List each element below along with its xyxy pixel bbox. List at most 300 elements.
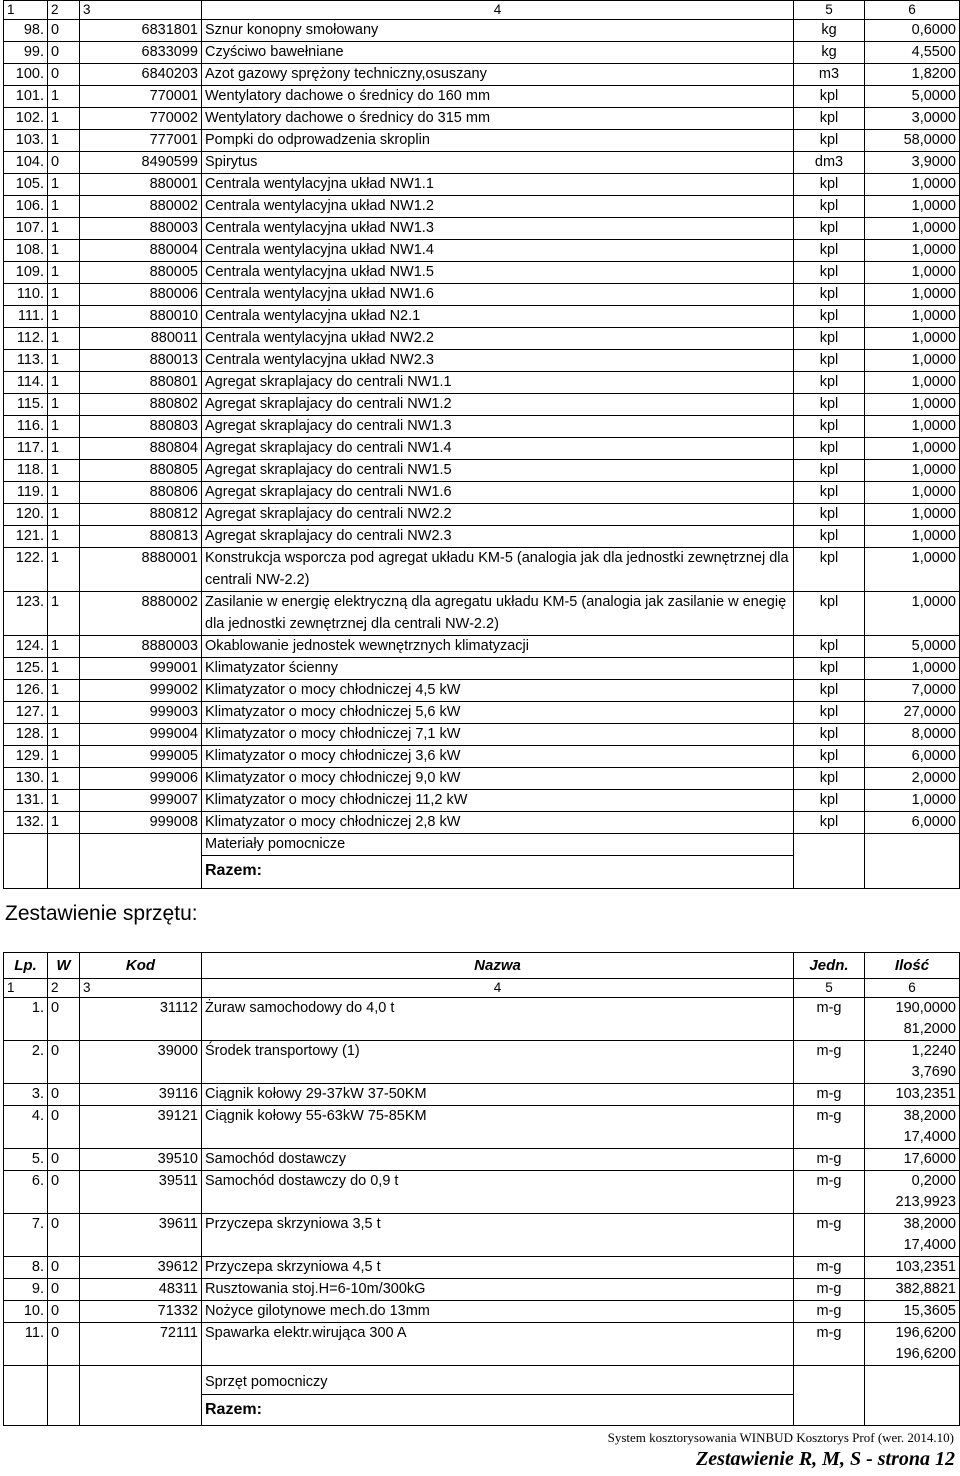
table-row: [4, 998, 960, 1041]
cell-kod: 39511: [80, 1171, 202, 1214]
cell-jedn: kpl: [794, 746, 865, 768]
empty-cell: [80, 856, 202, 889]
cell-jedn: kpl: [794, 306, 865, 328]
table-row: [4, 328, 960, 350]
cell-kod: 880805: [80, 460, 202, 482]
empty-cell: [865, 856, 960, 889]
cell-ilosc: 6,0000: [865, 812, 960, 834]
cell-nazwa: Zasilanie w energię elektryczną dla agregatu układu KM-5 (analogia jak zasilanie w enegię dla jednostki zewnętrznej dla centrali NW-2.2): [202, 592, 794, 636]
cell-w: 0: [48, 1279, 80, 1301]
cell-w: 0: [48, 998, 80, 1041]
cell-ilosc: 1,0000: [865, 262, 960, 284]
table-row: [4, 1041, 960, 1084]
cell-w: 1: [48, 218, 80, 240]
empty-cell: [4, 834, 48, 856]
quantity-value: 0,2000: [911, 1173, 956, 1189]
cell-jedn: kpl: [794, 262, 865, 284]
quantity-value: 1,2240: [911, 1043, 956, 1059]
cell-lp: 7.: [4, 1214, 48, 1257]
cell-w: 1: [48, 746, 80, 768]
cell-kod: 777001: [80, 130, 202, 152]
table-row: [4, 790, 960, 812]
column-number: 1: [4, 979, 48, 998]
cell-lp: 127.: [4, 702, 48, 724]
cell-nazwa: Przyczepa skrzyniowa 3,5 t: [202, 1214, 794, 1257]
empty-cell: [794, 1366, 865, 1395]
cell-ilosc: 8,0000: [865, 724, 960, 746]
cell-lp: 99.: [4, 42, 48, 64]
cell-lp: 2.: [4, 1041, 48, 1084]
cell-ilosc: [865, 1323, 960, 1366]
cell-w: 1: [48, 790, 80, 812]
table-row: [4, 416, 960, 438]
empty-cell: [80, 834, 202, 856]
table-row: [4, 592, 960, 636]
column-numbers-row: [4, 1, 960, 20]
cell-nazwa: Konstrukcja wsporcza pod agregat układu KM-5 (analogia jak dla jednostki zewnętrznej dla centrali NW-2.2): [202, 548, 794, 592]
cell-nazwa: Agregat skraplajacy do centrali NW1.3: [202, 416, 794, 438]
cell-ilosc: [865, 1301, 960, 1323]
cell-w: 1: [48, 284, 80, 306]
cell-lp: 118.: [4, 460, 48, 482]
column-number: 1: [4, 1, 48, 20]
cell-lp: 126.: [4, 680, 48, 702]
cell-jedn: kpl: [794, 702, 865, 724]
quantity-value: 15,3605: [903, 1303, 956, 1319]
cell-w: 1: [48, 372, 80, 394]
cell-jedn: kpl: [794, 174, 865, 196]
table-row: [4, 1301, 960, 1323]
cell-kod: 999003: [80, 702, 202, 724]
cell-ilosc: [865, 1084, 960, 1106]
cell-ilosc: 0,6000: [865, 20, 960, 42]
cell-kod: 39121: [80, 1106, 202, 1149]
cell-kod: 880813: [80, 526, 202, 548]
cell-kod: 880005: [80, 262, 202, 284]
cell-nazwa: Klimatyzator o mocy chłodniczej 2,8 kW: [202, 812, 794, 834]
cell-lp: 3.: [4, 1084, 48, 1106]
cell-w: 0: [48, 1041, 80, 1084]
header-ilosc: Ilość: [865, 953, 960, 979]
table-row: [4, 350, 960, 372]
cell-ilosc: 1,0000: [865, 790, 960, 812]
table-row: [4, 108, 960, 130]
column-numbers-row: [4, 979, 960, 998]
cell-nazwa: Agregat skraplajacy do centrali NW1.5: [202, 460, 794, 482]
cell-lp: 122.: [4, 548, 48, 592]
cell-jedn: kpl: [794, 504, 865, 526]
cell-ilosc: 1,0000: [865, 284, 960, 306]
cell-kod: 8880001: [80, 548, 202, 592]
equipment-aux-label: Sprzęt pomocniczy: [202, 1366, 794, 1395]
cell-w: 1: [48, 196, 80, 218]
cell-lp: 113.: [4, 350, 48, 372]
cell-w: 1: [48, 702, 80, 724]
cell-w: 0: [48, 64, 80, 86]
cell-nazwa: Żuraw samochodowy do 4,0 t: [202, 998, 794, 1041]
cell-lp: 102.: [4, 108, 48, 130]
cell-nazwa: Klimatyzator o mocy chłodniczej 11,2 kW: [202, 790, 794, 812]
table-row: [4, 1149, 960, 1171]
cell-ilosc: 1,0000: [865, 504, 960, 526]
cell-kod: 8880002: [80, 592, 202, 636]
cell-ilosc: 5,0000: [865, 86, 960, 108]
table-row: [4, 174, 960, 196]
table-row: [4, 680, 960, 702]
table-row: [4, 306, 960, 328]
empty-cell: [794, 856, 865, 889]
materials-table-body: [4, 1, 960, 889]
cell-jedn: kpl: [794, 240, 865, 262]
cell-ilosc: 1,0000: [865, 218, 960, 240]
cell-kod: 880006: [80, 284, 202, 306]
cell-ilosc: 1,8200: [865, 64, 960, 86]
cell-lp: 98.: [4, 20, 48, 42]
cell-lp: 4.: [4, 1106, 48, 1149]
table-row: [4, 1084, 960, 1106]
quantity-value: 103,2351: [895, 1259, 956, 1275]
cell-jedn: kpl: [794, 372, 865, 394]
cell-kod: 39000: [80, 1041, 202, 1084]
cell-w: 1: [48, 460, 80, 482]
cell-jedn: kpl: [794, 284, 865, 306]
table-row: [4, 284, 960, 306]
quantity-value-secondary: 196,6200: [895, 1346, 956, 1362]
cell-nazwa: Klimatyzator o mocy chłodniczej 4,5 kW: [202, 680, 794, 702]
cell-kod: 72111: [80, 1323, 202, 1366]
empty-cell: [80, 1366, 202, 1395]
cell-lp: 116.: [4, 416, 48, 438]
cell-w: 1: [48, 174, 80, 196]
cell-lp: 114.: [4, 372, 48, 394]
cell-lp: 100.: [4, 64, 48, 86]
cell-nazwa: Samochód dostawczy do 0,9 t: [202, 1171, 794, 1214]
cell-lp: 9.: [4, 1279, 48, 1301]
cell-ilosc: 1,0000: [865, 196, 960, 218]
cell-jedn: kpl: [794, 482, 865, 504]
cell-nazwa: Sznur konopny smołowany: [202, 20, 794, 42]
cell-ilosc: 1,0000: [865, 372, 960, 394]
cell-w: 0: [48, 20, 80, 42]
equipment-total-row: [4, 1395, 960, 1426]
cell-nazwa: Centrala wentylacyjna układ NW2.2: [202, 328, 794, 350]
cell-kod: 39510: [80, 1149, 202, 1171]
cell-jedn: m-g: [794, 1149, 865, 1171]
cell-nazwa: Wentylatory dachowe o średnicy do 315 mm: [202, 108, 794, 130]
table-row: [4, 196, 960, 218]
cell-ilosc: [865, 1279, 960, 1301]
table-row: [4, 658, 960, 680]
quantity-value: 38,2000: [903, 1216, 956, 1232]
cell-lp: 112.: [4, 328, 48, 350]
table-row: [4, 394, 960, 416]
cell-jedn: m-g: [794, 1041, 865, 1084]
cell-kod: 880806: [80, 482, 202, 504]
cell-jedn: kpl: [794, 812, 865, 834]
header-nazwa: Nazwa: [202, 953, 794, 979]
cell-w: 0: [48, 1301, 80, 1323]
cell-lp: 131.: [4, 790, 48, 812]
cell-ilosc: 3,0000: [865, 108, 960, 130]
empty-cell: [794, 1395, 865, 1426]
cell-ilosc: 1,0000: [865, 482, 960, 504]
cell-ilosc: [865, 1257, 960, 1279]
cell-kod: 880802: [80, 394, 202, 416]
cell-kod: 71332: [80, 1301, 202, 1323]
cell-nazwa: Nożyce gilotynowe mech.do 13mm: [202, 1301, 794, 1323]
table-row: [4, 636, 960, 658]
cell-kod: 880004: [80, 240, 202, 262]
quantity-value-secondary: 81,2000: [903, 1021, 956, 1037]
table-row: [4, 746, 960, 768]
cell-ilosc: 1,0000: [865, 526, 960, 548]
cell-w: 1: [48, 680, 80, 702]
cell-nazwa: Agregat skraplajacy do centrali NW1.6: [202, 482, 794, 504]
cell-ilosc: [865, 1106, 960, 1149]
cell-w: 0: [48, 1149, 80, 1171]
column-number: 2: [48, 1, 80, 20]
cell-nazwa: Centrala wentylacyjna układ NW1.3: [202, 218, 794, 240]
table-row: [4, 1323, 960, 1366]
equipment-section-title: Zestawienie sprzętu:: [5, 902, 198, 925]
cell-nazwa: Spawarka elektr.wirująca 300 A: [202, 1323, 794, 1366]
quantity-value-secondary: 3,7690: [911, 1064, 956, 1080]
quantity-value-secondary: 17,4000: [903, 1129, 956, 1145]
empty-cell: [794, 834, 865, 856]
cell-w: 1: [48, 636, 80, 658]
cell-nazwa: Okablowanie jednostek wewnętrznych klimatyzacji: [202, 636, 794, 658]
cell-jedn: kpl: [794, 394, 865, 416]
table-row: [4, 504, 960, 526]
column-number: 3: [80, 1, 202, 20]
cell-w: 1: [48, 86, 80, 108]
cell-w: 1: [48, 108, 80, 130]
cell-jedn: kpl: [794, 790, 865, 812]
cell-lp: 10.: [4, 1301, 48, 1323]
cell-ilosc: [865, 1041, 960, 1084]
cell-nazwa: Spirytus: [202, 152, 794, 174]
cell-lp: 123.: [4, 592, 48, 636]
cell-lp: 5.: [4, 1149, 48, 1171]
cell-jedn: dm3: [794, 152, 865, 174]
cell-jedn: kpl: [794, 658, 865, 680]
cell-w: 1: [48, 482, 80, 504]
cell-lp: 111.: [4, 306, 48, 328]
cell-nazwa: Pompki do odprowadzenia skroplin: [202, 130, 794, 152]
table-row: [4, 86, 960, 108]
table-row: [4, 218, 960, 240]
quantity-value: 38,2000: [903, 1108, 956, 1124]
cell-lp: 105.: [4, 174, 48, 196]
cell-jedn: m-g: [794, 1106, 865, 1149]
cell-nazwa: Środek transportowy (1): [202, 1041, 794, 1084]
table-row: [4, 1257, 960, 1279]
cell-jedn: kpl: [794, 680, 865, 702]
cell-ilosc: 1,0000: [865, 350, 960, 372]
cell-ilosc: 5,0000: [865, 636, 960, 658]
cell-kod: 39612: [80, 1257, 202, 1279]
cell-ilosc: 1,0000: [865, 240, 960, 262]
cell-kod: 999005: [80, 746, 202, 768]
cell-w: 1: [48, 328, 80, 350]
cell-lp: 110.: [4, 284, 48, 306]
cell-w: 1: [48, 306, 80, 328]
cell-nazwa: Klimatyzator o mocy chłodniczej 3,6 kW: [202, 746, 794, 768]
cell-w: 1: [48, 394, 80, 416]
cell-jedn: kpl: [794, 768, 865, 790]
cell-lp: 121.: [4, 526, 48, 548]
cell-lp: 124.: [4, 636, 48, 658]
quantity-value: 190,0000: [895, 1000, 956, 1016]
cell-w: 1: [48, 130, 80, 152]
table-row: [4, 1171, 960, 1214]
cell-jedn: kpl: [794, 438, 865, 460]
cell-ilosc: 2,0000: [865, 768, 960, 790]
table-row: [4, 482, 960, 504]
cell-nazwa: Wentylatory dachowe o średnicy do 160 mm: [202, 86, 794, 108]
table-row: [4, 372, 960, 394]
cell-jedn: kpl: [794, 636, 865, 658]
cell-w: 1: [48, 592, 80, 636]
cell-nazwa: Samochód dostawczy: [202, 1149, 794, 1171]
cell-lp: 117.: [4, 438, 48, 460]
table-row: [4, 768, 960, 790]
cell-jedn: kpl: [794, 350, 865, 372]
cell-w: 1: [48, 724, 80, 746]
cell-w: 1: [48, 812, 80, 834]
cell-kod: 880804: [80, 438, 202, 460]
column-number: 6: [865, 1, 960, 20]
equipment-aux-row: [4, 1366, 960, 1395]
cell-nazwa: Centrala wentylacyjna układ NW1.6: [202, 284, 794, 306]
cell-jedn: kpl: [794, 724, 865, 746]
cell-nazwa: Klimatyzator o mocy chłodniczej 5,6 kW: [202, 702, 794, 724]
cell-lp: 108.: [4, 240, 48, 262]
table-row: [4, 438, 960, 460]
cell-ilosc: 4,5500: [865, 42, 960, 64]
cell-nazwa: Przyczepa skrzyniowa 4,5 t: [202, 1257, 794, 1279]
cell-w: 1: [48, 350, 80, 372]
cell-jedn: kpl: [794, 460, 865, 482]
column-number: 5: [794, 1, 865, 20]
cell-kod: 880011: [80, 328, 202, 350]
cell-nazwa: Agregat skraplajacy do centrali NW1.1: [202, 372, 794, 394]
cell-nazwa: Centrala wentylacyjna układ N2.1: [202, 306, 794, 328]
empty-cell: [48, 856, 80, 889]
cell-jedn: kpl: [794, 108, 865, 130]
cell-w: 1: [48, 416, 80, 438]
cell-nazwa: Centrala wentylacyjna układ NW1.4: [202, 240, 794, 262]
column-number: 3: [80, 979, 202, 998]
cell-kod: 999004: [80, 724, 202, 746]
cell-w: 0: [48, 42, 80, 64]
cell-jedn: kpl: [794, 328, 865, 350]
column-number: 2: [48, 979, 80, 998]
cell-lp: 11.: [4, 1323, 48, 1366]
header-lp: Lp.: [4, 953, 48, 979]
table-row: [4, 130, 960, 152]
table-row: [4, 152, 960, 174]
cell-kod: 6833099: [80, 42, 202, 64]
cell-kod: 880801: [80, 372, 202, 394]
cell-jedn: kg: [794, 42, 865, 64]
quantity-value: 103,2351: [895, 1086, 956, 1102]
cell-kod: 999007: [80, 790, 202, 812]
quantity-value-secondary: 213,9923: [895, 1194, 956, 1210]
cell-ilosc: [865, 1149, 960, 1171]
cell-ilosc: 1,0000: [865, 548, 960, 592]
cell-kod: 6831801: [80, 20, 202, 42]
cell-ilosc: 1,0000: [865, 438, 960, 460]
cell-ilosc: 1,0000: [865, 460, 960, 482]
cell-kod: 999006: [80, 768, 202, 790]
table-row: [4, 724, 960, 746]
cell-lp: 120.: [4, 504, 48, 526]
cell-lp: 107.: [4, 218, 48, 240]
cell-nazwa: Czyściwo bawełniane: [202, 42, 794, 64]
materials-total-row: [4, 856, 960, 889]
quantity-value: 17,6000: [903, 1151, 956, 1167]
materials-aux-label: Materiały pomocnicze: [202, 834, 794, 856]
cell-w: 0: [48, 152, 80, 174]
cell-jedn: kg: [794, 20, 865, 42]
cell-ilosc: [865, 998, 960, 1041]
empty-cell: [4, 1366, 48, 1395]
empty-cell: [48, 1366, 80, 1395]
table-row: [4, 548, 960, 592]
cell-lp: 8.: [4, 1257, 48, 1279]
cell-lp: 103.: [4, 130, 48, 152]
quantity-value-secondary: 17,4000: [903, 1237, 956, 1253]
cell-ilosc: 1,0000: [865, 416, 960, 438]
cell-nazwa: Ciągnik kołowy 55-63kW 75-85KM: [202, 1106, 794, 1149]
cell-jedn: m-g: [794, 1301, 865, 1323]
cell-kod: 880803: [80, 416, 202, 438]
table-row: [4, 460, 960, 482]
cell-nazwa: Agregat skraplajacy do centrali NW1.2: [202, 394, 794, 416]
cell-lp: 109.: [4, 262, 48, 284]
cell-kod: 999002: [80, 680, 202, 702]
cell-jedn: kpl: [794, 548, 865, 592]
cell-kod: 999001: [80, 658, 202, 680]
cell-w: 1: [48, 548, 80, 592]
cell-jedn: kpl: [794, 196, 865, 218]
empty-cell: [48, 1395, 80, 1426]
cell-ilosc: [865, 1214, 960, 1257]
cell-nazwa: Azot gazowy sprężony techniczny,osuszany: [202, 64, 794, 86]
cell-lp: 119.: [4, 482, 48, 504]
cell-kod: 31112: [80, 998, 202, 1041]
table-row: [4, 1106, 960, 1149]
header-w: W: [48, 953, 80, 979]
header-jedn: Jedn.: [794, 953, 865, 979]
cell-ilosc: 27,0000: [865, 702, 960, 724]
table-row: [4, 526, 960, 548]
cell-nazwa: Agregat skraplajacy do centrali NW2.3: [202, 526, 794, 548]
cell-lp: 104.: [4, 152, 48, 174]
cell-lp: 128.: [4, 724, 48, 746]
column-number: 4: [202, 979, 794, 998]
cell-jedn: m-g: [794, 1257, 865, 1279]
cell-nazwa: Ciągnik kołowy 29-37kW 37-50KM: [202, 1084, 794, 1106]
cell-nazwa: Centrala wentylacyjna układ NW1.2: [202, 196, 794, 218]
table-row: [4, 64, 960, 86]
cell-kod: 8880003: [80, 636, 202, 658]
materials-table: [3, 0, 960, 889]
cell-jedn: kpl: [794, 86, 865, 108]
cell-jedn: m-g: [794, 1084, 865, 1106]
materials-total-label: Razem:: [202, 856, 794, 889]
